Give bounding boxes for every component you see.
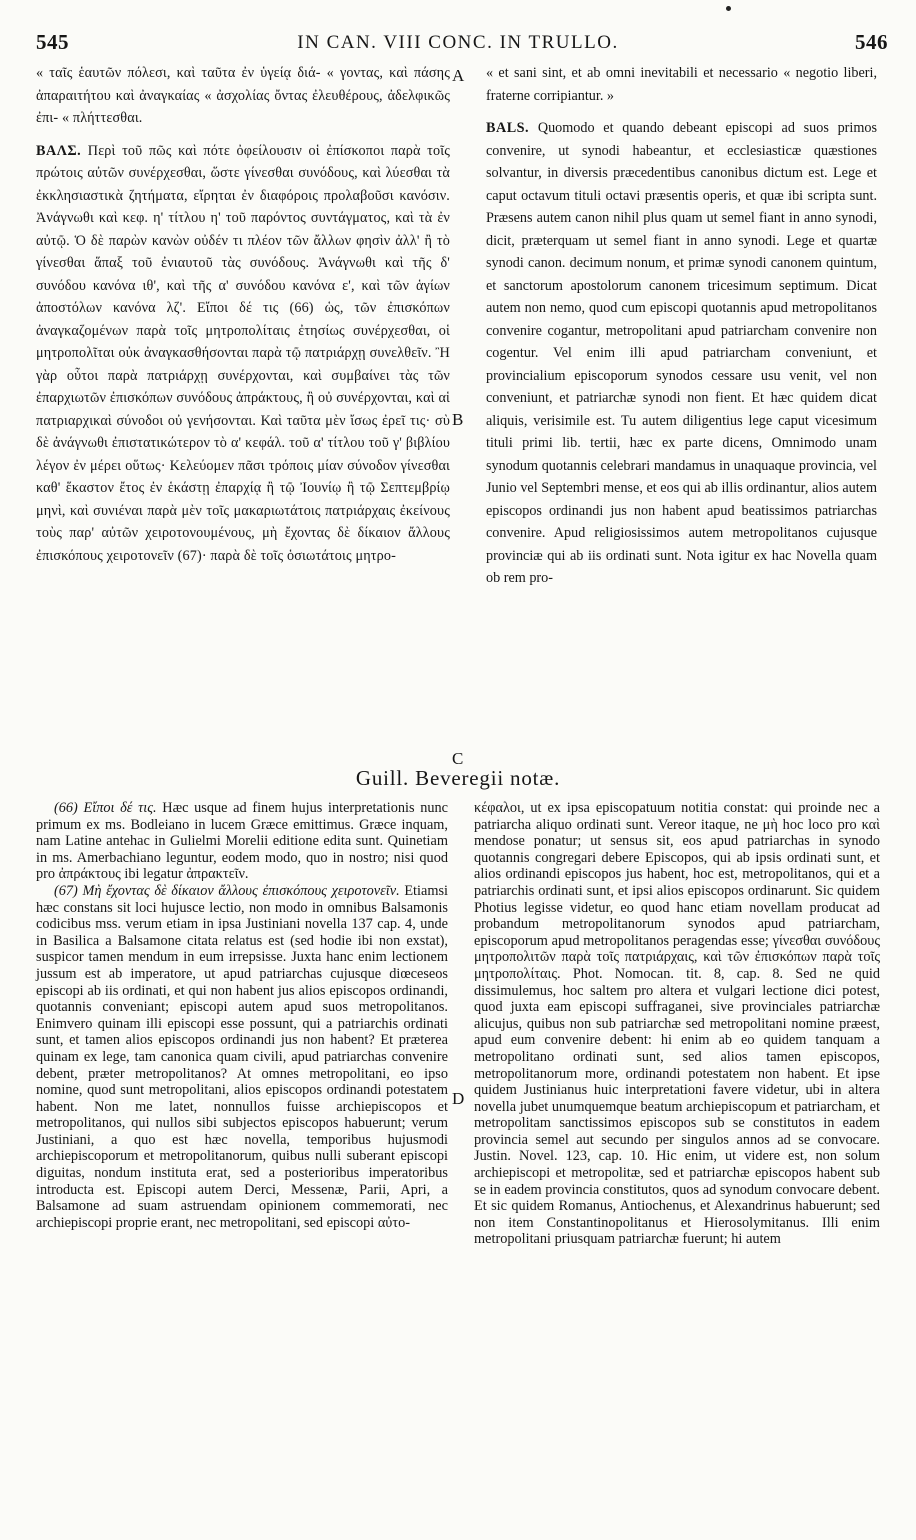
note-67-continued: κέφαλοι, ut ex ipsa episcopatuum notitia constat: qui proinde nec a patriarcha aliquo ordinati sunt. Vereor itaque, ne μὴ hoc loco pro καὶ mendose ponatur; ut sensus sit, eos apud patriarchas in synodo quotannis congregari debere Episcopos, qui ab ipsis ordinati sunt, et alios ordinandi episcopos jus habent, hoc est, metropolitanos, qui et a patriarchis ordinati sunt, et ipsi alios episcopos ordinarunt. Sic quidem Photius legisse videtur, eo quod hanc etiam novellam producat ad probandum metropolitanorum synodos apud patriarcham, episcoporum apud metropolitanos peragendas esse; γίνεσθαι συνόδους μητροπολιτῶν παρὰ τοῖς πατριάρχαις, καὶ τῶν ἐπισκόπων παρὰ τοῖς μητροπολίταις. Phot. Nomocan. tit. 8, cap. 8. Sed ne quid dissimulemus, hoc saltem pro altera et vulgari lectione dici potest, quod juxta eam episcopi suffraganei, sive provinciales patriarchæ alicujus, quibus non sub patriarchæ sed metropolitani nomine præest, apud eum convenire debent: hi enim ab eo quidem tanquam a metropolitano ordinati sunt, sed alios tamen episcopos, metropolitanorum more, ordinandi potestatem non habent. Et ipse quidem Justinianus huic interpretationi favere videtur, ubi in altera novella jubet unumquemque beatum archiepiscopum et patriarcham, et metropolitam sanctissimos episcopos sub se constitutos in eadem provincia semel aut secundo per singulos annos ad se convocare. Justin. Novel. 123, cap. 10. Hic enim, ut videre est, non solum archiepiscopi et metropolitæ, sed et patriarchæ episcopos habent sub se in eadem provincia constitutos, quos ad synodum convocare debent. Et sic quidem Romanus, Antiochenus, et Alexandrinus habuerunt; sed non item Constantinopolitanus et Hierosolymitanus. Illi enim metropolitani priusquam patriarchæ fuerunt; hi autem: [474, 800, 880, 1248]
notes-heading: Guill. Beveregii notæ.: [355, 766, 561, 790]
note-67: [36, 883, 448, 1231]
page-number-right: 546: [855, 30, 888, 54]
note-66-text: Hæc usque ad finem hujus interpretationis nunc primum ex ms. Bodleiano in lucem Græce emittimus. Græce inquam, nam Latine antehac in Gulielmi Morelii editione edita sunt. Quinetiam in ms. Amerbachiano leguntur, eodem modo, quo in nostro; nisi quod pro ἀπράκτους ibi legatur ἀπρακτεῖν.: [36, 800, 449, 883]
greek-commentary-lead: ΒΑΛΣ.: [36, 142, 82, 159]
notes-left-column: [36, 800, 448, 1231]
greek-column: [36, 62, 450, 567]
greek-commentary: [36, 140, 450, 568]
ink-dot: [726, 6, 731, 11]
page-number-left: 545: [36, 30, 69, 54]
note-66: [36, 800, 448, 883]
latin-column: [486, 62, 877, 590]
latin-commentary-lead: BALS.: [486, 120, 530, 136]
margin-letter-b: B: [452, 410, 464, 429]
note-66-lead: (66) Εἴποι δέ τις.: [54, 800, 157, 816]
margin-letter-a: A: [452, 66, 465, 85]
greek-commentary-text: Περὶ τοῦ πῶς καὶ πότε ὀφείλουσιν οἱ ἐπίσκοποι παρὰ τοῖς πρώτοις αὐτῶν συνέρχεσθαι, ὥστε γίνεσθαι συνόδους, καὶ λύεσθαι τὰ ἐκκλησιαστικὰ ζητήματα, εἴρηται ἐν διαφόροις προλαβοῦσι κανόσιν. Ἀνάγνωθι καὶ κεφ. η' τίτλου η' τοῦ παρόντος συντάγματος, καὶ τὰ ἐν αὐτῷ. Ὁ δὲ παρὼν κανὼν οὐδέν τι πλέον τῶν ἄλλων φησὶν ἀλλ' ἢ τὸ γίνεσθαι ἅπαξ τοῦ ἐνιαυτοῦ τὰς συνόδους. Ἀνάγνωθι καὶ τῆς δ' συνόδου κανόνα ιθ', καὶ τῆς α' συνόδου κανόνα ε', καὶ τῶν ἁγίων ἀποστόλων κανόνα λζ'. Εἴποι δέ τις (66) ὡς, τῶν ἐπισκόπων ἀναγκαζομένων παρὰ τοῖς μητροπολίταις ἐτησίως συνέρχεσθαι, οἱ μητροπολῖται οὐκ ἀναγκασθήσονται παρὰ τῷ πατριάρχῃ συνελθεῖν. Ἢ γὰρ οὗτοι παρὰ πατριάρχῃ συνέρχονται, καὶ συμβαίνει τὰς τῶν ἐπαρχιωτῶν ἐπισκόπων συνόδους ἀπράκτους, ἢ οὐ συνέρχονται, καὶ αἱ πατριαρχικαὶ σύνοδοι οὐ γενήσονται. Καὶ ταῦτα μὲν ἴσως ἐρεῖ τις· σὺ δὲ ἀνάγνωθι ἐπιστατικώτερον τὸ α' κεφάλ. τοῦ α' τίτλου τοῦ γ' βιβλίου λέγον ἐν μέρει οὕτως· Κελεύομεν πᾶσι τρόποις μίαν σύνοδον γίνεσθαι καθ' ἕκαστον ἔτος ἐν ἑκάστῃ ἐπαρχίᾳ ἢ τῷ Ἰουνίῳ ἢ τῷ Σεπτεμβρίῳ μηνὶ, καὶ συνιέναι παρὰ μὲν τοῖς μακαριωτάτοις πατριάρχαις ἐκείνους τοὺς παρ' αὐτῶν χειροτονουμένους, μὴ ἔχοντας δὲ δίκαιον ἄλλους ἐπισκόπους χειροτονεῖν (67)· παρὰ δὲ τοῖς ὁσιωτάτοις μητρο-: [36, 142, 450, 564]
latin-commentary-text: Quomodo et quando debeant episcopi ad suos primos convenire, ut synodi habeantur, et ecclesiasticæ quæstiones solvantur, in diversis præcedentibus canonibus dictum est. Lege et caput octavum tituli octavi præsentis operis, et quæ ibi scripta sunt. Præsens autem canon nihil plus quam ut semel fiant in anno synodi, dicit, præterquam ut semel fiant in anno synodi. Lege et quartæ synodi canon. decimum nonum, et primæ synodi canonem quintum, et sanctorum apostolorum canonem tricesimum septimum. Dicat autem non nemo, quod cum episcopi quotannis apud metropolitanos convenire cogantur, metropolitani apud patriarcham convenire non cogentur. Vel enim illi apud patriarcham conveniunt, et provincialium episcoporum synodos cessare usu venit, vel non conveniunt, et patriarchæ synodi non fient. Et hæc quidem dicat aliquis, verisimile est. Tu autem diligentius lege caput vicesimum tituli primi lib. tertii, hæc ex parte dicens, Omnimodo unam synodum quotannis celebrari mandamus in unaquaque provincia, vel Junio vel Septembri mense, et eos qui ab illis ordinantur, alios autem episcopos ordinandi jus non habent apud beatissimos patriarchas convenire. Apud religiosissimos autem metropolitanos cujusque provinciæ qui ab iis ordinati sunt. Nota igitur ex hac Novella quam ob rem pro-: [486, 120, 877, 586]
note-67-lead: (67) Μὴ ἔχοντας δὲ δίκαιον ἄλλους ἐπισκόπους χειροτονεῖν.: [54, 882, 400, 899]
margin-letter-d: D: [452, 1089, 465, 1108]
greek-canon-end: « ταῖς ἑαυτῶν πόλεσι, καὶ ταῦτα ἐν ὑγείᾳ διά- « γοντας, καὶ πάσης ἀπαραιτήτου καὶ ἀναγκαίας « ἀσχολίας ὄντας ἐλευθέρους, ἀδελφικῶς ἐπι- « πλήττεσθαι.: [36, 65, 450, 126]
latin-commentary: [486, 117, 877, 590]
margin-letter-c: C: [452, 749, 464, 768]
notes-right-column: [474, 800, 880, 1248]
running-title: IN CAN. VIII CONC. IN TRULLO.: [297, 32, 619, 53]
page-header: [28, 30, 888, 62]
latin-canon-end: « et sani sint, et ab omni inevitabili et necessario « negotio liberi, fraterne corripiantur. »: [486, 65, 877, 104]
note-67-text: Etiamsi hæc constans sit loci hujusce lectio, non modo in omnibus Balsamonis codicibus mss. verum etiam in ipsa Justiniani novella 137 cap. 4, unde in Basilica a Balsamone citata relatus est (sed hodie ibi non exstat), suspicor tamen mendum in eum irrepsisse. Juxta hanc enim lectionem jussum est ab imperatore, ut apud patriarchas cujusque diœceseos episcopi ab iis ordinati, et qui non habent jus alios episcopos ordinandi, quotannis conveniant; episcopi autem apud suos metropolitanos. Enimvero quinam illi episcopi esse possunt, qui a patriarchis ordinati sunt, et tamen alios episcopos ordinandi jus non habent? Et præterea quinam ex lege, tam canonica quam civili, apud patriarchas convenire debent, præter metropolitanos? At omnes metropolitani, eo ipso nomine, quod sunt metropolitani, alios episcopos ordinandi potestatem habent. Non me latet, nonnullos fuisse archiepiscopos et metropolitanos, qui nullos sibi subjectos episcopos habuerunt; verum Justiniani, a quo est hæc novella, temporibus hujusmodi archiepiscoporum et metropolitanorum, quibus nulli suberant episcopi diguitas, nondum instituta erat, sed a posterioribus imperatoribus introducta est. Episcopi autem Derci, Messenæ, Parii, Apri, a Balsamone ad suam astruendam opinionem commemorati, nec archiepiscopi proprie erant, nec metropolitani, sed episcopi αὐτο-: [36, 882, 448, 1231]
